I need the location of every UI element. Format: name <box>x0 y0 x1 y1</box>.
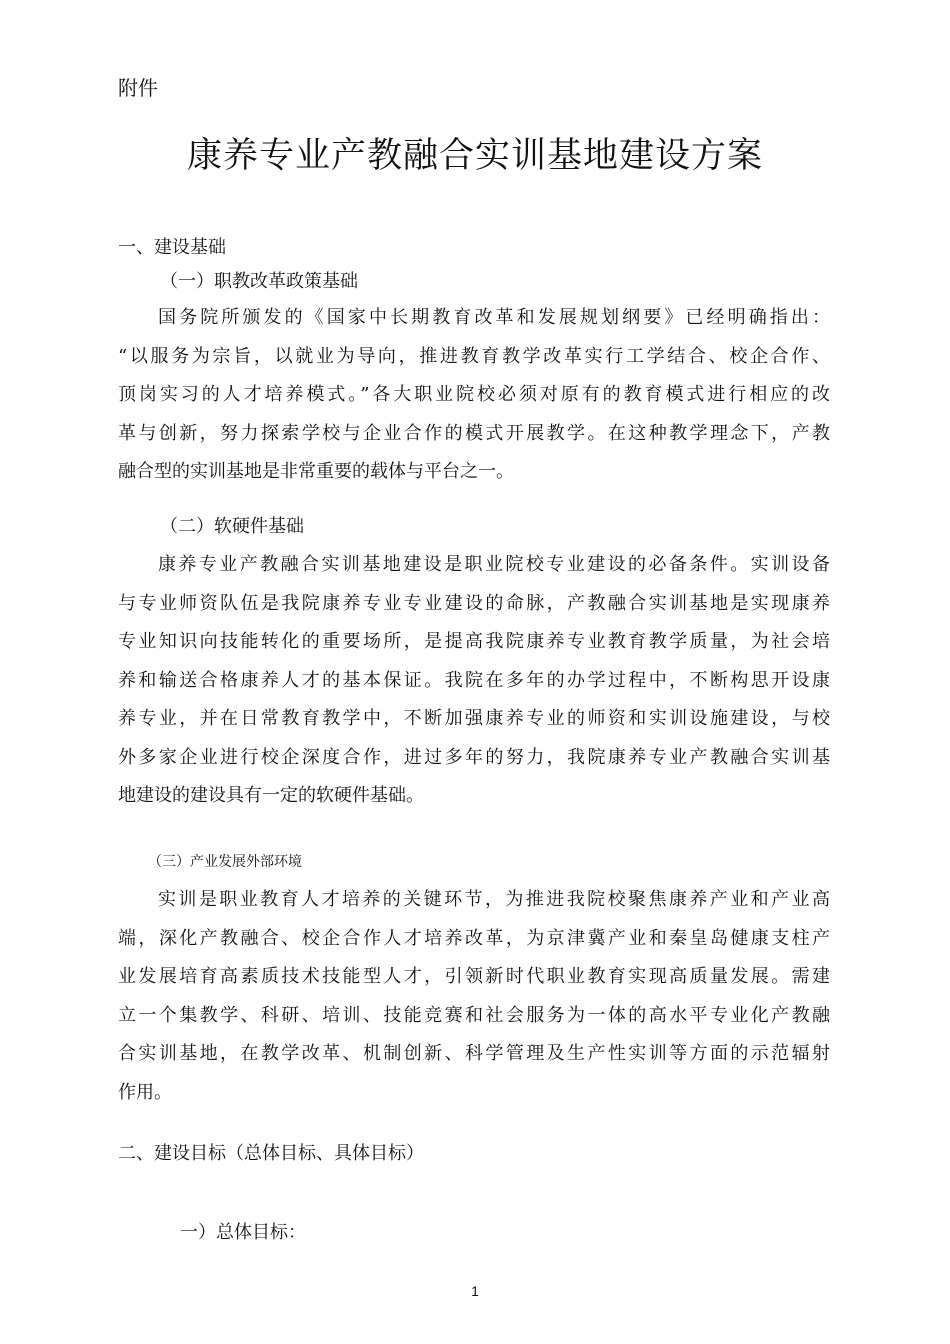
subsection-heading-environment: （三）产业发展外部环境 <box>148 854 302 870</box>
paragraph-line: 外多家企业进行校企深度合作，进过多年的努力，我院康养专业产教融合实训基 <box>118 746 830 768</box>
page-number: 1 <box>471 1283 479 1299</box>
subsection-heading-infrastructure: （二）软硬件基础 <box>160 516 304 537</box>
paragraph-line: 端，深化产教融合、校企合作人才培养改革，为京津冀产业和秦皇岛健康支柱产 <box>118 927 830 949</box>
paragraph-line: 与专业师资队伍是我院康养专业专业建设的命脉，产教融合实训基地是实现康养 <box>118 592 830 614</box>
paragraph-line: 专业知识向技能转化的重要场所，是提高我院康养专业教育教学质量，为社会培 <box>118 631 830 652</box>
section-heading-basis: 一、建设基础 <box>118 237 226 258</box>
document-title: 康养专业产教融合实训基地建设方案 <box>186 136 763 176</box>
paragraph-line: 业发展培育高素质技术技能型人才，引领新时代职业教育实现高质量发展。需建 <box>118 966 830 987</box>
paragraph-policy <box>118 299 830 492</box>
paragraph-line: 顶岗实习的人才培养模式。”各大职业院校必须对原有的教育模式进行相应的改 <box>118 384 830 405</box>
paragraph-line: 养和输送合格康养人才的基本保证。我院在多年的办学过程中，不断构思开设康 <box>118 669 830 691</box>
section-heading-goals: 二、建设目标（总体目标、具体目标） <box>118 1143 424 1164</box>
paragraph-environment <box>118 881 830 1112</box>
subsection-heading-policy: （一）职教改革政策基础 <box>160 271 358 292</box>
paragraph-line: 融合型的实训基地是非常重要的载体与平台之一。 <box>118 461 514 482</box>
paragraph-line: 革与创新，努力探索学校与企业合作的模式开展教学。在这种教学理念下，产教 <box>118 422 830 444</box>
paragraph-line: 立一个集教学、科研、培训、技能竞赛和社会服务为一体的高水平专业化产教融 <box>118 1004 830 1026</box>
paragraph-line: 地建设的建设具有一定的软硬件基础。 <box>118 785 424 806</box>
paragraph-line: 康养专业产教融合实训基地建设是职业院校专业建设的必备条件。实训设备 <box>158 554 830 575</box>
paragraph-line: 作用。 <box>118 1081 172 1103</box>
paragraph-infrastructure <box>118 546 830 816</box>
paragraph-line: 国务院所颁发的《国家中长期教育改革和发展规划纲要》已经明确指出： <box>158 307 830 328</box>
paragraph-line: “以服务为宗旨，以就业为导向，推进教育教学改革实行工学结合、校企合作、 <box>118 345 830 367</box>
paragraph-line: 养专业，并在日常教育教学中，不断加强康养专业的师资和实训设施建设，与校 <box>118 708 830 729</box>
subsection-heading-overall-goal: 一）总体目标： <box>180 1222 306 1243</box>
attachment-label: 附件 <box>118 76 158 100</box>
paragraph-line: 实训是职业教育人才培养的关键环节，为推进我院校聚焦康养产业和产业高 <box>158 889 830 910</box>
paragraph-line: 合实训基地，在教学改革、机制创新、科学管理及生产性实训等方面的示范辐射 <box>118 1043 830 1064</box>
